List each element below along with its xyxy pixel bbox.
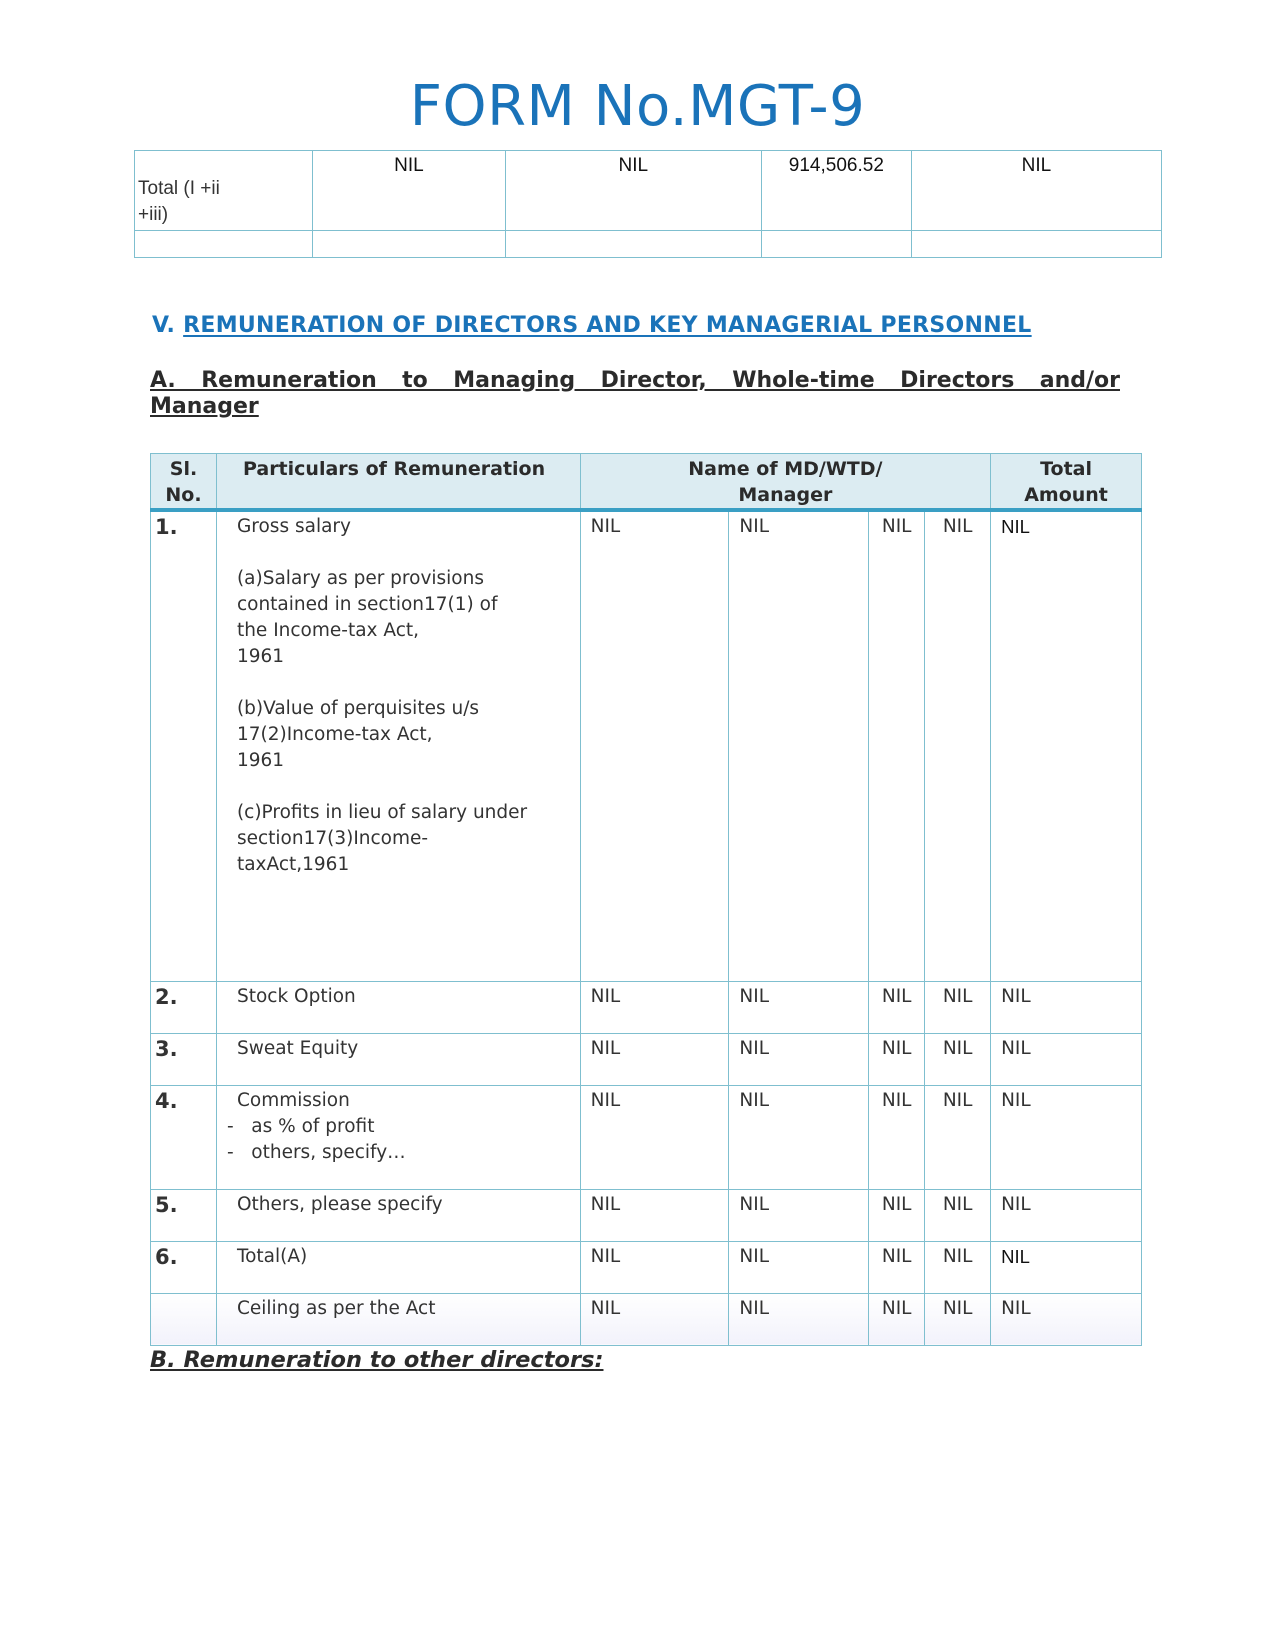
- value-cell: NIL: [869, 981, 925, 1033]
- row-number: 4.: [151, 1085, 217, 1189]
- section-a-heading-line2: Manager: [150, 394, 259, 419]
- total-cell: NIL: [991, 1085, 1142, 1189]
- particulars-cell: Total(A): [216, 1241, 580, 1293]
- value-cell: NIL: [580, 1241, 729, 1293]
- total-cell: NIL: [991, 1241, 1142, 1293]
- item-b-line1: (b)Value of perquisites u/s: [236, 698, 480, 719]
- remuneration-md-table: [150, 453, 1142, 1346]
- value-cell: NIL: [869, 1293, 925, 1345]
- value-cell: NIL: [729, 1241, 869, 1293]
- item-a-line3: the Income-tax Act,: [236, 620, 419, 641]
- section-a-heading-line1: A. Remuneration to Managing Director, Whole-time Directors and/or: [150, 368, 1120, 393]
- particulars-cell: Ceiling as per the Act: [216, 1293, 580, 1345]
- header-row: [151, 454, 1142, 511]
- cell-value: NIL: [313, 151, 505, 231]
- total-cell: NIL: [991, 510, 1142, 981]
- value-cell: NIL: [869, 1241, 925, 1293]
- cell-value: NIL: [911, 151, 1161, 231]
- table-row: [151, 1189, 1142, 1241]
- particulars-cell: Sweat Equity: [216, 1033, 580, 1085]
- value-cell: NIL: [729, 1033, 869, 1085]
- item-c-line1: (c)Profits in lieu of salary under: [236, 802, 528, 823]
- table-row: [151, 1033, 1142, 1085]
- total-label: [135, 151, 313, 231]
- commission-label: Commission: [236, 1089, 350, 1111]
- table-row: [151, 1293, 1142, 1345]
- total-label-line1: Total (I +ii: [138, 178, 220, 199]
- commission-sub2: - others, specify…: [226, 1141, 406, 1163]
- item-c-line2: section17(3)Income-: [236, 828, 429, 849]
- value-cell: NIL: [580, 1033, 729, 1085]
- form-title: FORM No.MGT-9: [409, 74, 866, 139]
- value-cell: NIL: [925, 1241, 991, 1293]
- empty-cell: [911, 231, 1161, 258]
- header-total-line1: Total: [1040, 458, 1092, 480]
- value-cell: NIL: [869, 1085, 925, 1189]
- total-cell: NIL: [991, 1033, 1142, 1085]
- total-cell: NIL: [991, 981, 1142, 1033]
- item-c-line3: taxAct,1961: [236, 854, 350, 875]
- value-cell: NIL: [925, 1033, 991, 1085]
- row-number: 5.: [151, 1189, 217, 1241]
- item-a-line2: contained in section17(1) of: [236, 594, 498, 615]
- value-cell: NIL: [925, 981, 991, 1033]
- value-cell: NIL: [729, 510, 869, 981]
- row-number: 1.: [151, 510, 217, 981]
- section-v-numeral: V.: [152, 313, 176, 338]
- value-cell: NIL: [580, 1189, 729, 1241]
- row-number: 3.: [151, 1033, 217, 1085]
- indebtedness-total-table: [134, 150, 1162, 258]
- header-name-line1: Name of MD/WTD/: [688, 458, 883, 480]
- header-sl-no-line2: No.: [165, 484, 202, 506]
- table-row: [135, 151, 1162, 231]
- empty-cell: [313, 231, 505, 258]
- value-cell: NIL: [729, 981, 869, 1033]
- value-cell: NIL: [580, 510, 729, 981]
- empty-cell: [761, 231, 911, 258]
- item-b-line2: 17(2)Income-tax Act,: [236, 724, 433, 745]
- total-cell: NIL: [991, 1189, 1142, 1241]
- item-b-line3: 1961: [236, 750, 285, 771]
- value-cell: NIL: [729, 1085, 869, 1189]
- row-number: 2.: [151, 981, 217, 1033]
- row-number: [151, 1293, 217, 1345]
- particulars-cell: Stock Option: [216, 981, 580, 1033]
- header-sl-no: [151, 454, 217, 511]
- total-cell: NIL: [991, 1293, 1142, 1345]
- cell-value: NIL: [505, 151, 761, 231]
- item-c: [237, 800, 574, 878]
- commission-sub1: - as % of profit: [226, 1115, 375, 1137]
- item-a-line1: (a)Salary as per provisions: [236, 568, 484, 589]
- particulars-cell: Others, please specify: [216, 1189, 580, 1241]
- value-cell: NIL: [580, 981, 729, 1033]
- header-particulars: Particulars of Remuneration: [216, 454, 580, 511]
- value-cell: NIL: [869, 510, 925, 981]
- header-name-line2: Manager: [738, 484, 833, 506]
- item-b: [237, 696, 574, 774]
- section-v-title: REMUNERATION OF DIRECTORS AND KEY MANAGERIAL PERSONNEL: [183, 313, 1032, 338]
- value-cell: NIL: [925, 1189, 991, 1241]
- empty-cell: [505, 231, 761, 258]
- item-a-line4: 1961: [236, 646, 285, 667]
- gross-salary-label: Gross salary: [236, 516, 351, 537]
- value-cell: NIL: [925, 1293, 991, 1345]
- header-total-line2: Amount: [1024, 484, 1108, 506]
- table-row: [151, 1085, 1142, 1189]
- total-label-line2: +iii): [138, 204, 169, 225]
- particulars-cell: [216, 510, 580, 981]
- value-cell: NIL: [580, 1293, 729, 1345]
- value-cell: NIL: [729, 1293, 869, 1345]
- cell-value: 914,506.52: [761, 151, 911, 231]
- section-b-heading: B. Remuneration to other directors:: [150, 1347, 604, 1373]
- header-total-amount: [991, 454, 1142, 511]
- value-cell: NIL: [869, 1189, 925, 1241]
- table-row: [135, 231, 1162, 258]
- empty-cell: [135, 231, 313, 258]
- value-cell: NIL: [580, 1085, 729, 1189]
- value-cell: NIL: [925, 510, 991, 981]
- item-a: [237, 566, 574, 670]
- table-row: [151, 510, 1142, 981]
- value-cell: NIL: [729, 1189, 869, 1241]
- table-row: [151, 1241, 1142, 1293]
- value-cell: NIL: [925, 1085, 991, 1189]
- value-cell: NIL: [869, 1033, 925, 1085]
- header-name: [580, 454, 990, 511]
- particulars-cell: [216, 1085, 580, 1189]
- row-number: 6.: [151, 1241, 217, 1293]
- section-v-heading: [152, 313, 1032, 338]
- header-sl-no-line1: Sl.: [169, 458, 198, 480]
- table-row: [151, 981, 1142, 1033]
